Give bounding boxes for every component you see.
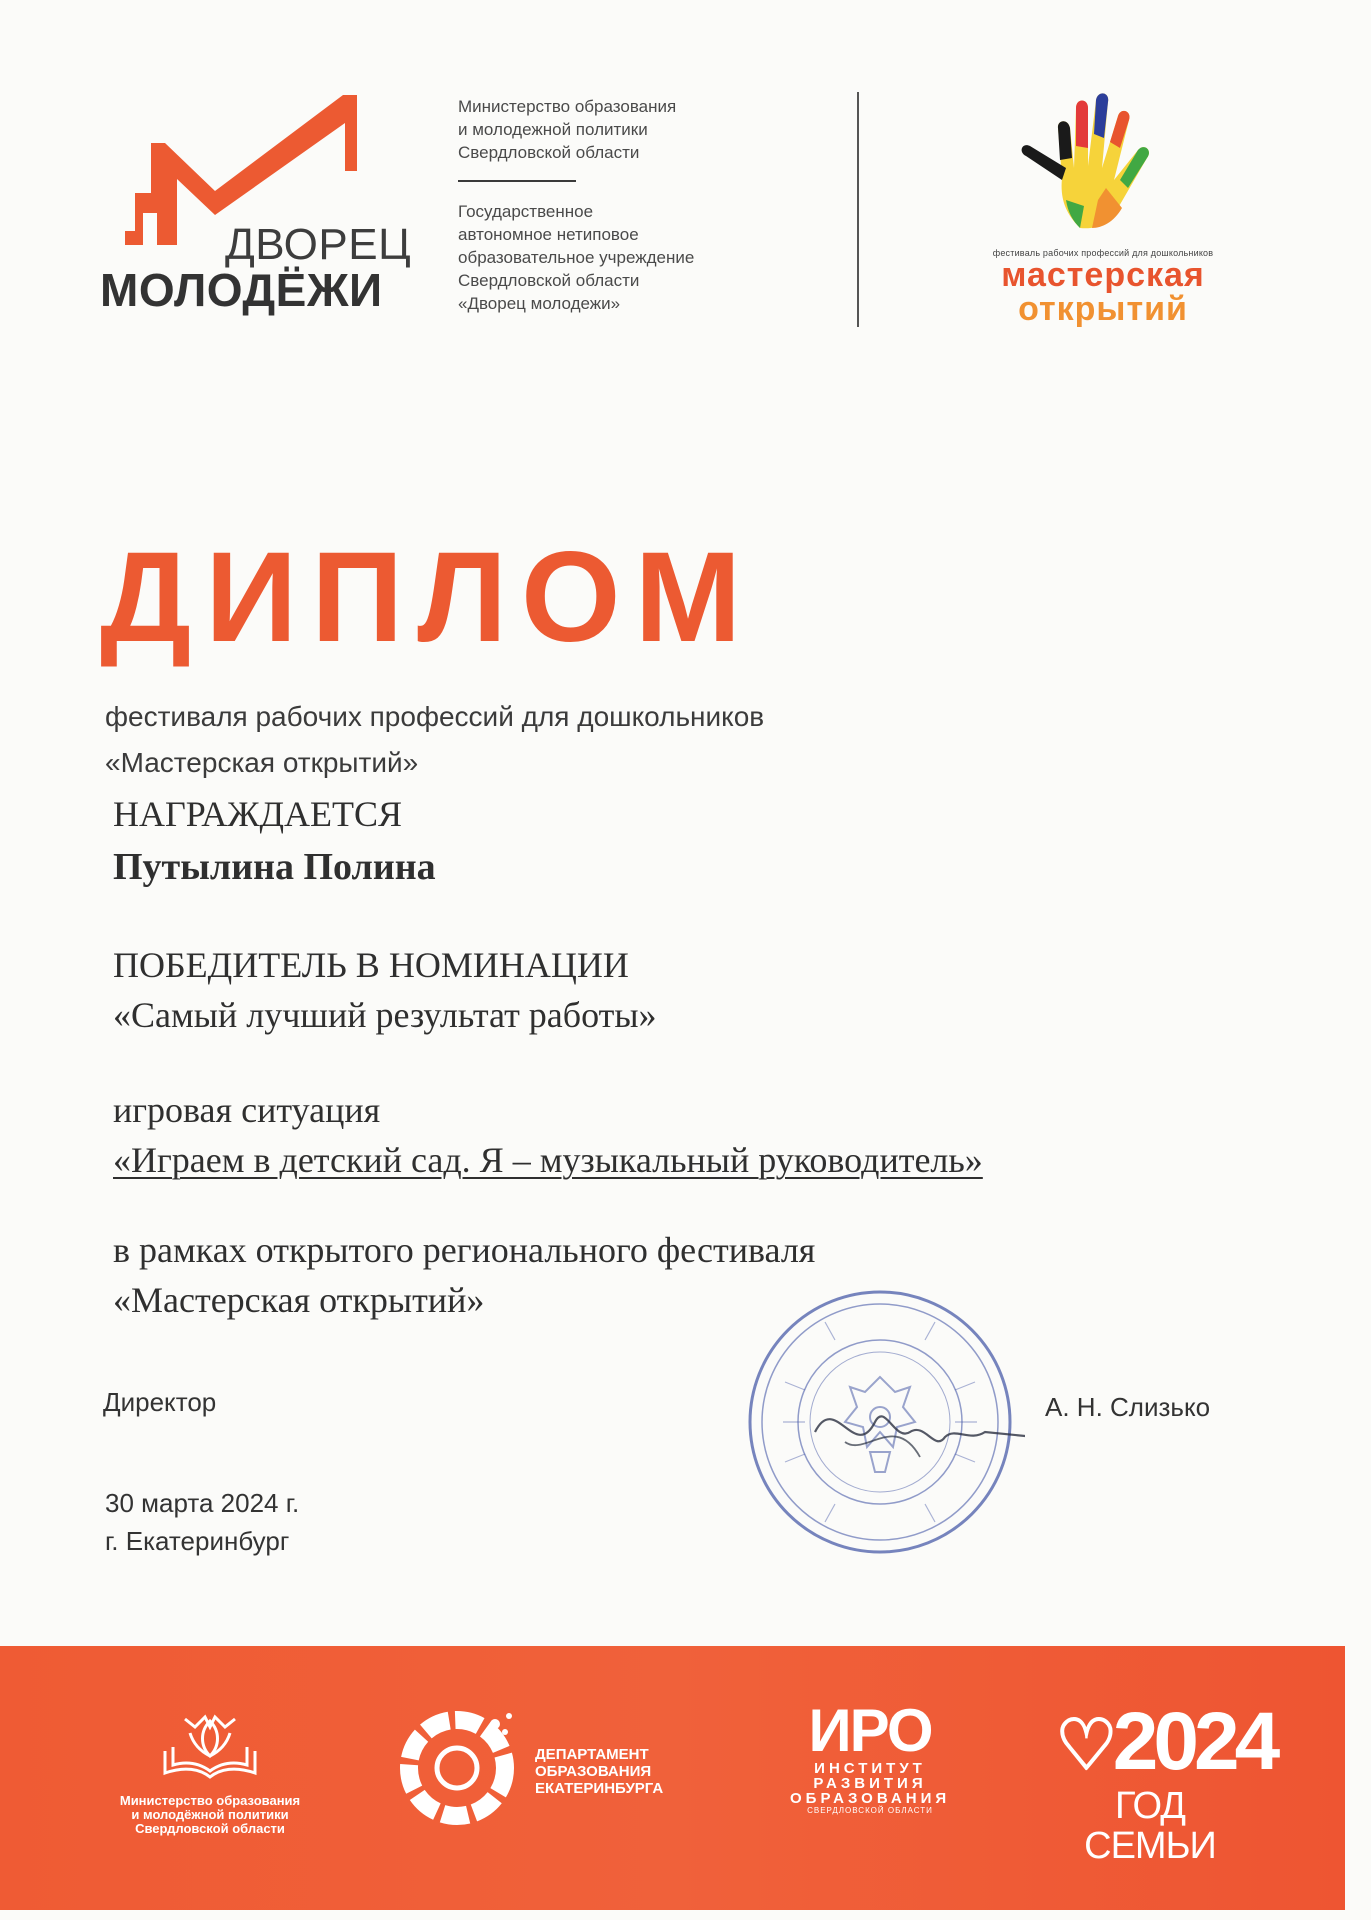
iro-line2: РАЗВИТИЯ [813, 1775, 927, 1792]
iro-line1: ИНСТИТУТ [814, 1760, 926, 1777]
framework-block [113, 1225, 815, 1325]
winner-line2: «Самый лучший результат работы» [113, 995, 657, 1035]
department-wreath-icon [395, 1706, 525, 1826]
subtitle-line1: фестиваля рабочих профессий для дошкольников [105, 701, 765, 732]
situation-block [113, 1085, 983, 1185]
year-number [1055, 1696, 1276, 1787]
iro-line3: ОБРАЗОВАНИЯ [790, 1790, 951, 1807]
footer-ministry-line3: Свердловской области [135, 1821, 285, 1836]
situation-line2: «Играем в детский сад. Я – музыкальный руководитель» [113, 1140, 983, 1180]
heart-icon: ♡ [1055, 1706, 1113, 1784]
subtitle-line2: «Мастерская открытий» [105, 747, 419, 778]
org-line3: образовательное учреждение [458, 248, 695, 267]
official-stamp [745, 1282, 1025, 1562]
ministry-book-icon [155, 1711, 265, 1781]
footer-iro-logo [790, 1697, 951, 1815]
winner-line1: ПОБЕДИТЕЛЬ В НОМИНАЦИИ [113, 945, 629, 985]
iro-abbreviation: ИРО [808, 1697, 932, 1764]
signer-name: А. Н. Слизько [1045, 1392, 1211, 1422]
date-place-block [105, 1484, 299, 1560]
ministry-line1: Министерство образования [458, 97, 677, 116]
footer-year-of-family-logo [1055, 1696, 1276, 1867]
dvorets-molodezhi-logo [95, 95, 412, 325]
issue-place: г. Екатеринбург [105, 1526, 290, 1556]
recipient-name: Путылина Полина [113, 846, 436, 888]
awarded-label: НАГРАЖДАЕТСЯ [113, 794, 403, 834]
ministry-line3: Свердловской области [458, 143, 640, 162]
year-digits: 2024 [1112, 1696, 1276, 1787]
footer-ministry-line1: Министерство образования [119, 1793, 301, 1808]
org-line2: автономное нетиповое [458, 225, 639, 244]
header-vertical-divider [857, 92, 859, 327]
festival-logo [968, 248, 1238, 326]
framework-line1: в рамках открытого регионального фестиваля [113, 1230, 816, 1270]
diploma-title: ДИПЛОМ [100, 526, 756, 669]
ministry-line2: и молодежной политики [458, 120, 648, 139]
framework-line2: «Мастерская открытий» [113, 1280, 485, 1320]
header-organization-text [458, 95, 798, 315]
org-line5: «Дворец молодежи» [458, 294, 621, 313]
issue-date: 30 марта 2024 г. [105, 1488, 300, 1518]
iro-small: СВЕРДЛОВСКОЙ ОБЛАСТИ [807, 1806, 933, 1815]
footer-ministry-logo [95, 1711, 325, 1836]
dvorets-logo-line1: ДВОРЕЦ [225, 220, 412, 269]
festival-logo-caption: фестиваль рабочих профессий для дошкольников [992, 248, 1214, 258]
nomination-block [113, 940, 657, 1040]
footer-ministry-line2: и молодёжной политики [131, 1807, 289, 1822]
director-label: Директор [103, 1387, 217, 1417]
colorful-hand-icon [1010, 88, 1170, 238]
footer-dep-line2: ОБРАЗОВАНИЯ [535, 1763, 652, 1780]
festival-logo-word1: мастерская [1001, 256, 1205, 294]
footer-dep-line1: ДЕПАРТАМЕНТ [535, 1746, 649, 1763]
footer-department-text [535, 1746, 705, 1797]
diploma-subtitle [105, 694, 764, 786]
year-caption: ГОД СЕМЬИ [1084, 1785, 1216, 1867]
org-line1: Государственное [458, 202, 594, 221]
festival-logo-word2: открытий [1018, 290, 1188, 328]
dvorets-logo-line2: МОЛОДЁЖИ [100, 264, 383, 316]
footer-band [0, 1646, 1345, 1910]
footer-dep-line3: ЕКАТЕРИНБУРГА [535, 1780, 664, 1797]
situation-line1: игровая ситуация [113, 1090, 381, 1130]
header-separator [458, 180, 576, 182]
org-line4: Свердловской области [458, 271, 640, 290]
